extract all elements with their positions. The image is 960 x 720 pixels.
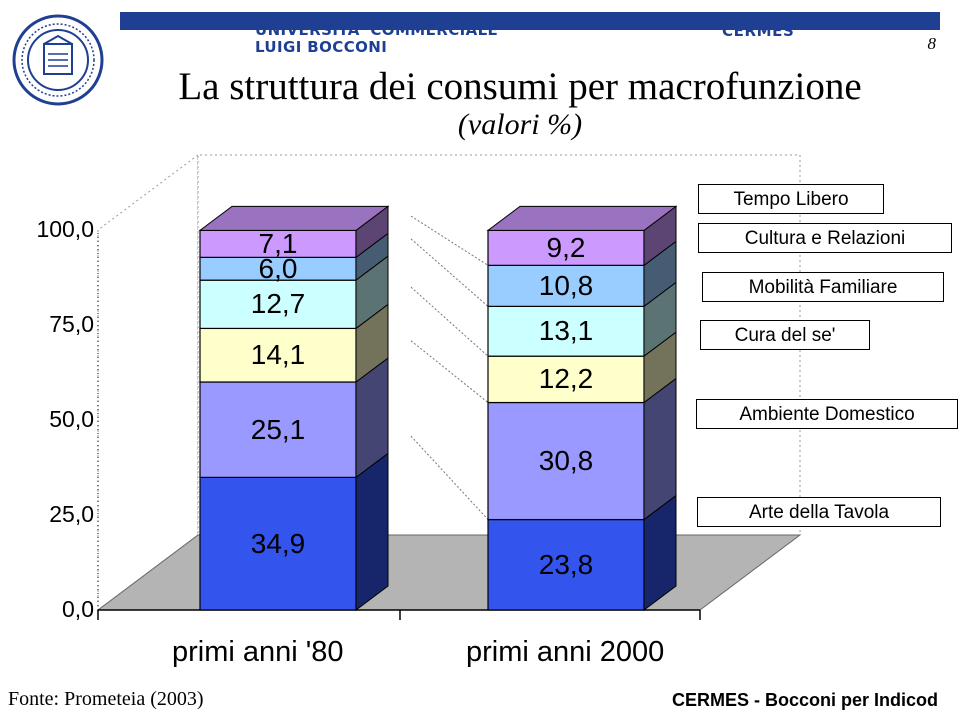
chart-side-wall bbox=[98, 155, 198, 610]
y-tick-label: 0,0 bbox=[62, 596, 94, 622]
data-label: 12,2 bbox=[538, 363, 594, 395]
university-name-line1: UNIVERSITA' COMMERCIALE bbox=[255, 21, 499, 39]
data-label: 25,1 bbox=[250, 413, 306, 445]
cermes-brand: CERMES bbox=[722, 22, 795, 40]
y-tick-label: 100,0 bbox=[36, 216, 94, 242]
data-label: 9,2 bbox=[546, 231, 586, 263]
university-name-line2: LUIGI BOCCONI bbox=[255, 38, 388, 56]
source-note: Fonte: Prometeia (2003) bbox=[8, 688, 204, 710]
chart-title: La struttura dei consumi per macrofunzione bbox=[178, 65, 862, 108]
bar-segment-top bbox=[488, 206, 676, 230]
page-number: 8 bbox=[927, 34, 936, 53]
data-label: 34,9 bbox=[250, 527, 306, 559]
y-tick-label: 75,0 bbox=[49, 311, 94, 337]
data-label: 7,1 bbox=[258, 227, 298, 259]
data-label: 23,8 bbox=[538, 548, 594, 580]
bar-segment-side bbox=[356, 453, 388, 610]
legend-entry: Cura del se' bbox=[700, 320, 870, 350]
data-label: 12,7 bbox=[250, 288, 306, 320]
credit-note: CERMES - Bocconi per Indicod bbox=[671, 690, 938, 710]
bar-segment-side bbox=[644, 379, 676, 520]
legend-entry: Arte della Tavola bbox=[697, 497, 941, 527]
legend-entry: Tempo Libero bbox=[698, 184, 884, 214]
data-label: 14,1 bbox=[250, 339, 306, 371]
chart-subtitle: (valori %) bbox=[457, 108, 583, 141]
bar-segment-top bbox=[200, 206, 388, 230]
data-label: 10,8 bbox=[538, 269, 594, 301]
data-label: 6,0 bbox=[258, 252, 298, 284]
y-tick-label: 25,0 bbox=[49, 501, 94, 527]
y-tick-label: 50,0 bbox=[49, 406, 94, 432]
x-category-label: primi anni '80 bbox=[172, 636, 344, 668]
x-category-label: primi anni 2000 bbox=[466, 636, 665, 668]
data-label: 30,8 bbox=[538, 445, 594, 477]
legend-entry: Ambiente Domestico bbox=[696, 399, 958, 429]
data-label: 13,1 bbox=[538, 315, 594, 347]
legend-entry: Mobilità Familiare bbox=[702, 272, 944, 302]
legend-entry: Cultura e Relazioni bbox=[698, 223, 952, 253]
